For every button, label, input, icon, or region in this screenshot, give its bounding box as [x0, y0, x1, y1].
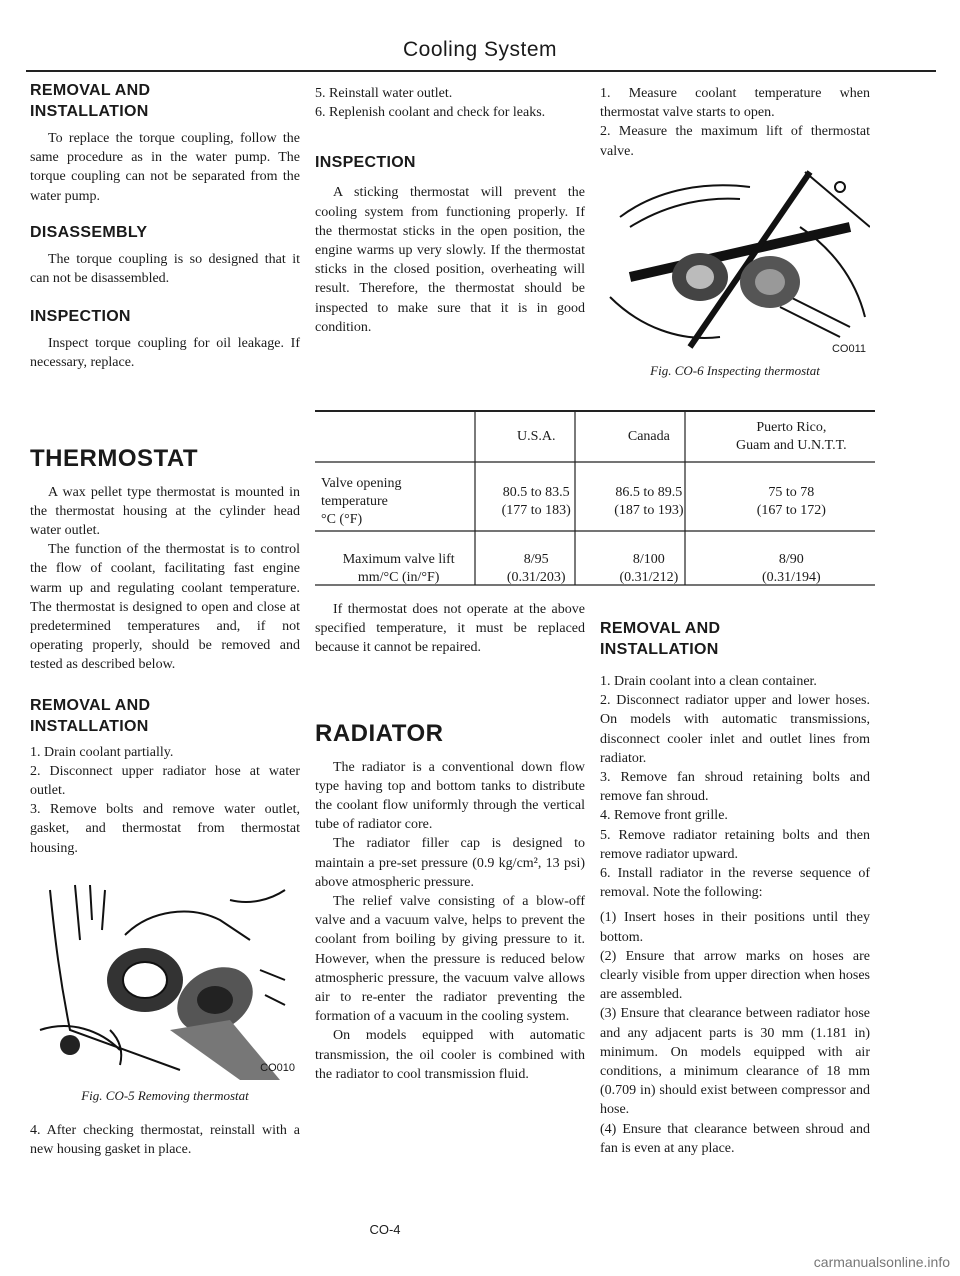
column-3-bottom [600, 618, 870, 1158]
note-4: (4) Ensure that clearance between shroud and fan is even at any place. [600, 1121, 870, 1156]
paragraph: The radiator is a conventional down flow type having top and bottom tanks to distribute the coolant flow uniformly through the vertical tube of radiator core. [315, 759, 585, 833]
radiator-step-4: 4. Remove front grille. [600, 808, 728, 824]
step-3: 3. Remove bolts and remove water outlet, gasket, and thermostat from thermostat housing. [30, 802, 300, 856]
heading-radiator: RADIATOR [315, 719, 444, 747]
table-cell: 8/100 (0.31/212) [619, 552, 679, 585]
figure-co6-caption: Fig. CO-6 Inspecting thermostat [650, 362, 820, 378]
figure-code: CO010 [260, 1061, 295, 1074]
table-header-puerto-rico: Puerto Rico, Guam and U.N.T.T. [708, 411, 875, 461]
step-5: 5. Reinstall water outlet. [315, 86, 453, 101]
step-6: 6. Replenish coolant and check for leaks. [315, 105, 546, 121]
note-1: (1) Insert hoses in their positions until they bottom. [600, 910, 870, 945]
table-cell: 8/90 (0.31/194) [761, 552, 821, 585]
measure-step-1: 1. Measure coolant temperature when thermostat valve starts to open. [600, 86, 870, 121]
paragraph: Inspect torque coupling for oil leakage. If necessary, replace. [30, 336, 300, 371]
step-4: 4. After checking thermostat, reinstall with a new housing gasket in place. [30, 1123, 300, 1158]
table-header-canada: Canada [590, 411, 708, 461]
heading-removal-installation-2: REMOVAL AND INSTALLATION [30, 696, 151, 735]
table-cell: 86.5 to 89.5 (187 to 193) [614, 485, 684, 518]
paragraph: If thermostat does not operate at the above specified temperature, it must be replaced because it cannot be repaired. [315, 602, 585, 656]
table-header-usa: U.S.A. [482, 411, 590, 461]
heading-inspection: INSPECTION [30, 308, 131, 326]
paragraph: On models equipped with automatic transmission, the oil cooler is combined with the radiator to cool transmission fluid. [315, 1028, 585, 1082]
header-rule [26, 70, 936, 72]
figure-co5-caption: Fig. CO-5 Removing thermostat [81, 1087, 249, 1103]
paragraph: To replace the torque coupling, follow the same procedure as in the water pump. The torque coupling can not be separated from the water pump. [30, 131, 300, 204]
radiator-step-1: 1. Drain coolant into a clean container. [600, 674, 817, 689]
table-cell-label: Maximum valve lift mm/°C (in/°F) [342, 552, 455, 585]
radiator-step-3: 3. Remove fan shroud retaining bolts and remove fan shroud. [600, 770, 870, 805]
radiator-step-6: 6. Install radiator in the reverse sequence of removal. Note the following: [600, 866, 870, 901]
note-2: (2) Ensure that arrow marks on hoses are clearly visible from upper direction when hoses are assembled. [600, 948, 870, 1003]
figure-co5-illustration [30, 880, 300, 1080]
column-2-top [315, 80, 585, 337]
note-3: (3) Ensure that clearance between radiator hose and any adjacent parts is 30 mm (1.181 in) minimum. On models equipped with air conditions, a minimum clearance of 18 mm (0.709 in) should exist between compressor and hose. [600, 1006, 870, 1118]
radiator-step-2: 2. Disconnect radiator upper and lower hoses. On models with automatic transmissions, disconnect cooler inlet and outlet lines from radiator. [600, 693, 870, 766]
thermostat-removal-drawing [30, 880, 300, 1080]
measure-step-2: 2. Measure the maximum lift of thermostat valve. [600, 124, 870, 159]
paragraph: The radiator filler cap is designed to maintain a pre-set pressure (0.9 kg/cm², 13 psi) above atmospheric pressure. [315, 836, 585, 890]
paragraph: The function of the thermostat is to control the flow of coolant, facilitating fast engine warm up and regulating coolant temperature. The thermostat is designed to open and close at predetermined temperatures and, if not operating properly, should be removed and tested as described below. [30, 542, 300, 673]
table-cell: 75 to 78 (167 to 172) [756, 485, 826, 518]
paragraph: A wax pellet type thermostat is mounted in the thermostat housing at the cylinder head water outlet. [30, 484, 300, 539]
paragraph: The torque coupling is so designed that it can not be disassembled. [30, 251, 300, 287]
table-cell: 80.5 to 83.5 (177 to 183) [501, 485, 571, 518]
table-cell-label: Valve opening temperature °C (°F) [321, 476, 402, 527]
figure-code: CO011 [831, 342, 866, 355]
watermark: carmanualsonline.info [813, 1254, 950, 1270]
step-1: 1. Drain coolant partially. [30, 744, 174, 760]
heading-disassembly: DISASSEMBLY [30, 223, 148, 241]
page-number: CO-4 [369, 1222, 401, 1237]
step-2: 2. Disconnect upper radiator hose at water outlet. [30, 763, 300, 799]
heading-thermostat: THERMOSTAT [30, 444, 199, 472]
paragraph: The relief valve consisting of a blow-off valve and a vacuum valve, helps to prevent the coolant from boiling by giving pressure to it. However, when the pressure is reduced below atmospheric pressure, the vacuum valve allows air to re-enter the radiator preventing the formation of a vacuum in the cooling system. [315, 894, 585, 1025]
page-header-title: Cooling System [402, 38, 558, 61]
column-2-bottom [315, 600, 585, 1084]
paragraph: A sticking thermostat will prevent the cooling system from functioning properly. If the thermostat sticks in the open position, the engine warms up very slowly. If the thermostat sticks in the closed position, overheating will result. Therefore, the thermostat should be inspected to make sure that it is in good condition. [315, 185, 585, 335]
column-1 [30, 80, 300, 1159]
heading-removal-installation: REMOVAL AND INSTALLATION [30, 82, 151, 120]
heading-inspection-2: INSPECTION [315, 154, 416, 172]
heading-removal-installation-3: REMOVAL AND INSTALLATION [600, 620, 721, 658]
figure-co6-illustration [600, 167, 870, 357]
table-cell: 8/95 (0.31/203) [506, 552, 566, 585]
column-3-top [600, 80, 870, 380]
thermostat-inspection-drawing [600, 167, 870, 357]
thermostat-spec-table [315, 410, 875, 595]
radiator-step-5: 5. Remove radiator retaining bolts and then remove radiator upward. [600, 827, 870, 862]
